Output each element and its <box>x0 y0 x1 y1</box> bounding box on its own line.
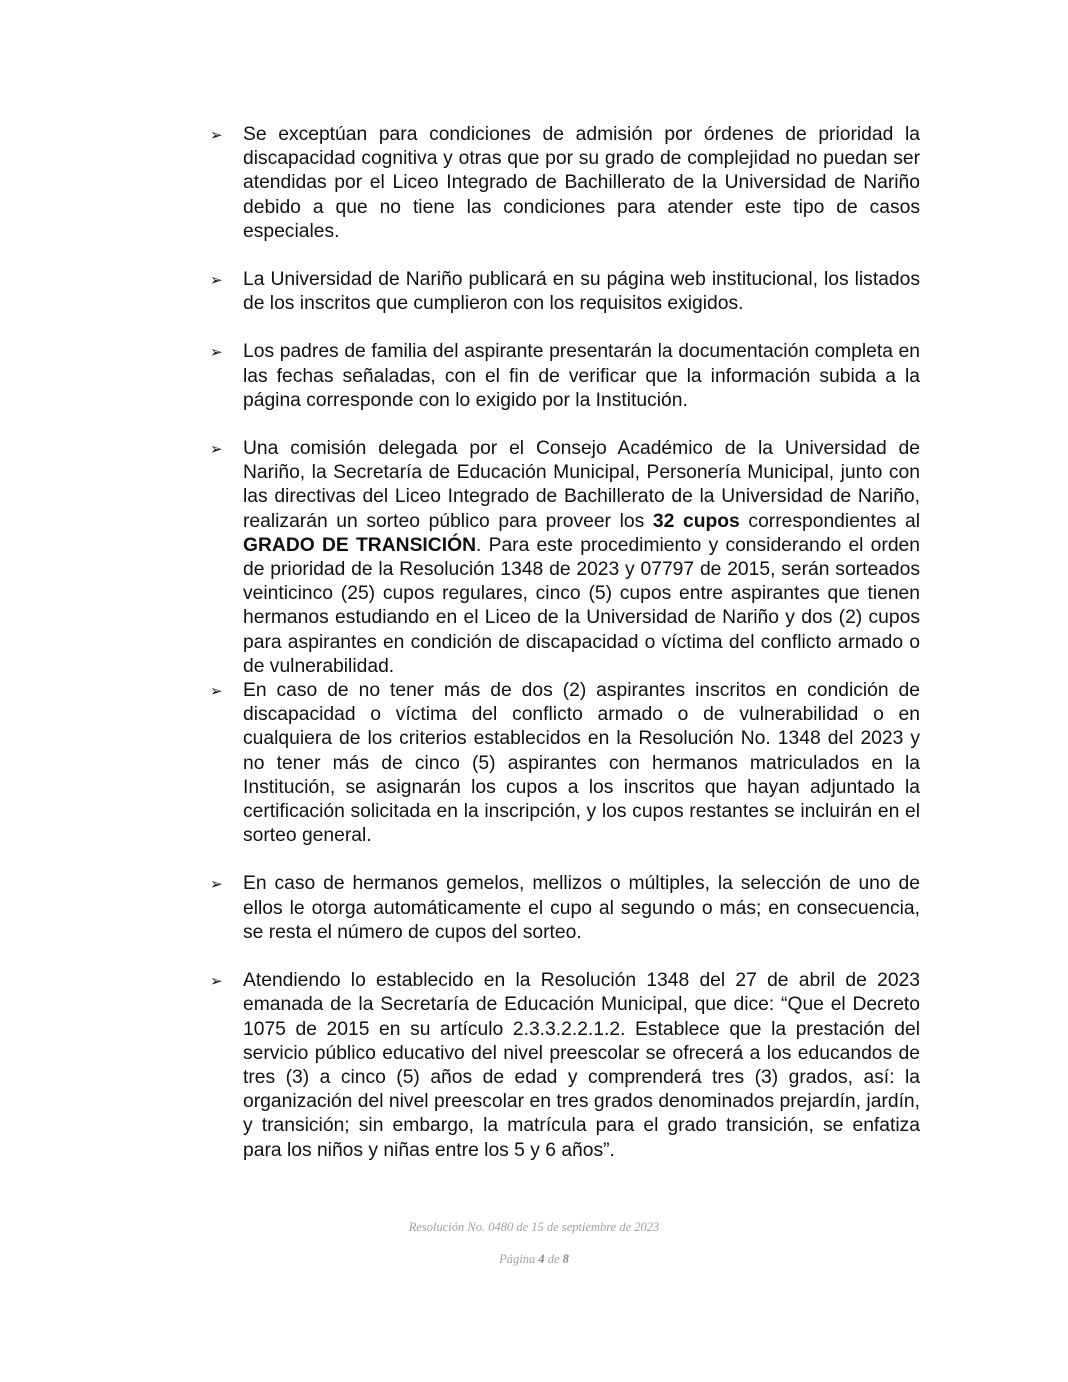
arrow-bullet-icon: ➢ <box>210 683 223 701</box>
footer-resolution: Resolución No. 0480 de 15 de septiembre de 2023 <box>408 1220 660 1234</box>
list-item <box>210 679 920 848</box>
page-of: de <box>547 1252 560 1266</box>
list-item <box>210 340 920 413</box>
paragraph-text: En caso de no tener más de dos (2) aspirantes inscritos en condición de discapacidad o víctima del conflicto armado o de vulnerabilidad o en cualquiera de los criterios establecidos en la Resolución No. 1348 del 2023 y no tener más de cinco (5) aspirantes con hermanos matriculados en la Institución, se asignarán los cupos a los inscritos que hayan adjuntado la certificación solicitada en la inscripción, y los cupos restantes se incluirán en el sorteo general. <box>243 680 920 847</box>
arrow-bullet-icon: ➢ <box>210 441 223 459</box>
bold-grado-transicion: GRADO DE TRANSICIÓN <box>243 534 476 556</box>
text-run: . Para este procedimiento y considerando el orden de prioridad de la Resolución 1348 de 2023 y 07797 de 2015, serán sorteados veinticinco (25) cupos regulares, cinco (5) cupos entre aspirantes que tienen hermanos estudiando en el Liceo de la Universidad de Nariño y dos (2) cupos para aspirantes en condición de discapacidad o víctima del conflicto armado o de vulnerabilidad. <box>243 534 920 677</box>
bold-cupos-count: 32 cupos <box>652 510 740 532</box>
footer-page-number <box>0 1252 1068 1267</box>
list-item <box>210 969 920 1163</box>
paragraph-text: Se exceptúan para condiciones de admisión por órdenes de prioridad la discapacidad cognitiva y otras que por su grado de complejidad no puedan ser atendidas por el Liceo Integrado de Bachillerato de la Universidad de Nariño debido a que no tiene las condiciones para atender este tipo de casos especiales. <box>243 124 920 242</box>
paragraph-text <box>243 437 920 679</box>
list-item <box>210 437 920 679</box>
paragraph-text: Los padres de familia del aspirante presentarán la documentación completa en las fechas señaladas, con el fin de verificar que la información subida a la página corresponde con lo exigido por la Institución. <box>243 341 920 411</box>
paragraph-text: Atendiendo lo establecido en la Resolución 1348 del 27 de abril de 2023 emanada de la Secretaría de Educación Municipal, que dice: “Que el Decreto 1075 de 2015 en su artículo 2.3.3.2.2.1.2. Establece que la prestación del servicio público educativo del nivel preescolar se ofrecerá a los educandos de tres (3) a cinco (5) años de edad y comprenderá tres (3) grados, así: la organización del nivel preescolar en tres grados denominados prejardín, jardín, y transición; sin embargo, la matrícula para el grado transición, se enfatiza para los niños y niñas entre los 5 y 6 años”. <box>243 970 920 1161</box>
text-run: Una comisión delegada por el Consejo Académico de la Universidad de Nariño, la Secretaría de Educación Municipal, Personería Municipal, junto con las directivas del Liceo Integrado de Bachillerato de la Universidad de Nariño, realizarán un sorteo público para proveer los <box>243 438 920 532</box>
document-body <box>210 123 920 1163</box>
list-item <box>210 268 920 316</box>
arrow-bullet-icon: ➢ <box>210 272 223 290</box>
arrow-bullet-icon: ➢ <box>210 876 223 894</box>
list-item <box>210 123 920 244</box>
paragraph-text: La Universidad de Nariño publicará en su página web institucional, los listados de los inscritos que cumplieron con los requisitos exigidos. <box>243 269 920 315</box>
arrow-bullet-icon: ➢ <box>210 127 223 144</box>
page-total: 8 <box>562 1252 569 1266</box>
page-word: Página <box>499 1252 536 1266</box>
arrow-bullet-icon: ➢ <box>210 344 223 362</box>
page-current: 4 <box>538 1252 545 1266</box>
arrow-bullet-icon: ➢ <box>210 973 223 991</box>
list-item <box>210 872 920 945</box>
paragraph-text: En caso de hermanos gemelos, mellizos o múltiples, la selección de uno de ellos le otorga automáticamente el cupo al segundo o más; en consecuencia, se resta el número de cupos del sorteo. <box>243 873 920 943</box>
text-run: correspondientes al <box>739 510 920 532</box>
